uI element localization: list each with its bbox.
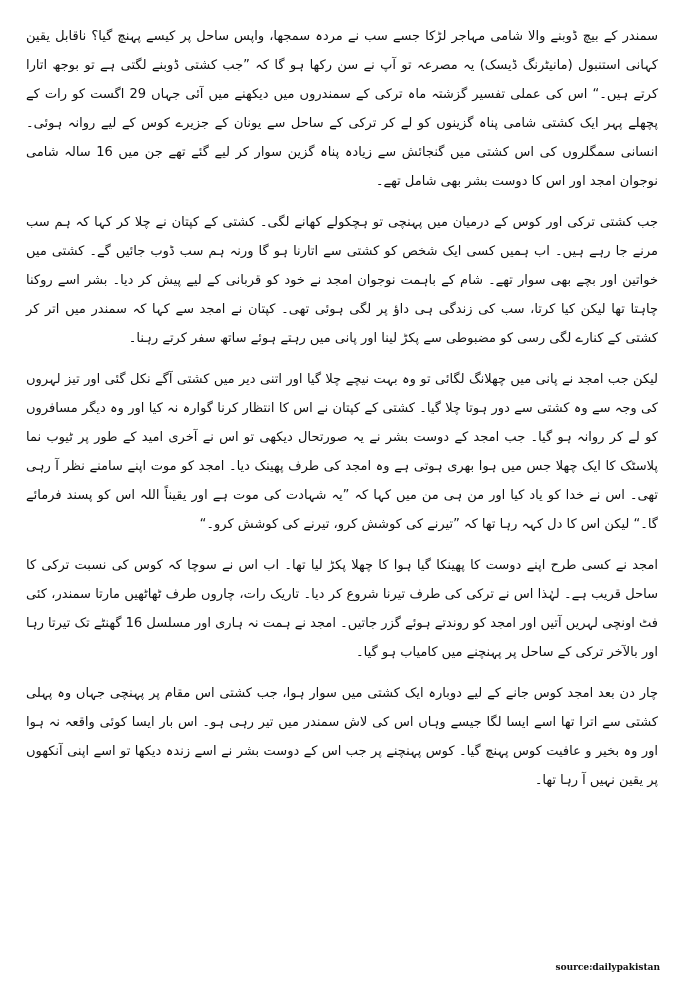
article-paragraph-2: جب کشتی ترکی اور کوس کے درمیان میں پہنچی تو ہچکولے کھانے لگی۔ کشتی کے کپتان نے چلا کر کہا کہ ہم سب مرنے جا رہے ہیں۔ اب ہمیں کسی ایک شخص کو کشتی سے اتارنا ہو گا ورنہ ہم سب ڈوب جائیں گے۔ کشتی میں خواتین اور بچے بھی سوار تھے۔ شام کے باہمت نوجوان امجد نے خود کو قربانی کے لیے پیش کر دیا۔ بشر اسے روکنا چاہتا تھا لیکن کیا کرتا، سب کی زندگی ہی داؤ پر لگی ہوئی تھی۔ کپتان نے امجد سے کہا کہ سمندر میں اتر کر کشتی کے کنارے لگی رسی کو مضبوطی سے پکڑ لینا اور پانی میں رہتے ہوئے ساتھ سفر کرتے رہنا۔ — [26, 215, 658, 346]
article-paragraph-1: سمندر کے بیچ ڈوبنے والا شامی مہاجر لڑکا جسے سب نے مردہ سمجھا، واپس ساحل پر کیسے پہنچ گیا؟ ناقابل یقین کہانی استنبول (مانیٹرنگ ڈیسک) یہ مصرعہ تو آپ نے سن رکھا ہو گا کہ ”جب کشتی ڈوبنے لگتی ہے تو بوجھ اتارا کرتے ہیں۔“ اس کی عملی تفسیر گزشتہ ماہ ترکی کے سمندروں میں دیکھنے میں آئی جہاں 29 اگست کو رات کے پچھلے پہر ایک کشتی شامی پناہ گزینوں کو لے کر ترکی کے ساحل سے یونان کے جزیرے کوس کے لیے روانہ ہوئی۔ انسانی سمگلروں کی اس کشتی میں گنجائش سے زیادہ پناہ گزین سوار کر لیے گئے تھے جن میں 16 سالہ شامی نوجوان امجد اور اس کا دوست بشر بھی شامل تھے۔ — [26, 29, 659, 189]
article-paragraph-3: لیکن جب امجد نے پانی میں چھلانگ لگائی تو وہ بہت نیچے چلا گیا اور اتنی دیر میں کشتی آگے نکل گئی اور تیز لہروں کی وجہ سے وہ کشتی سے دور ہوتا چلا گیا۔ کشتی کے کپتان نے اس کا انتظار کرنا گوارہ نہ کیا اور وہ دیگر مسافروں کو لے کر روانہ ہو گیا۔ جب امجد کے دوست بشر نے یہ صورتحال دیکھی تو اس نے آخری امید کے طور پر ٹیوب نما پلاسٹک کا ایک چھلا جس میں ہوا بھری ہوتی ہے وہ امجد کی طرف پھینک دیا۔ امجد کو موت اپنے سامنے نظر آ رہی تھی۔ اس نے خدا کو یاد کیا اور من ہی من میں کہا کہ ”یہ شہادت کی موت ہے اور یقیناً اللہ اس کو پسند فرمائے گا۔“ لیکن اس کا دل کہہ رہا تھا کہ ”تیرنے کی کوشش کرو، تیرنے کی کوشش کرو۔“ — [26, 372, 658, 532]
article-paragraph-5: چار دن بعد امجد کوس جانے کے لیے دوبارہ ایک کشتی میں سوار ہوا، جب کشتی اس مقام پر پہنچی جہاں وہ پہلی کشتی سے اترا تھا اسے ایسا لگا جیسے وہاں اس کی لاش سمندر میں تیر رہی ہو۔ اس بار ایسا کوئی واقعہ نہ ہوا اور وہ بخیر و عافیت کوس پہنچ گیا۔ کوس پہنچنے پر جب اس کے دوست بشر نے اسے زندہ دیکھا تو اسے اپنی آنکھوں پر یقین نہیں آ رہا تھا۔ — [26, 686, 658, 788]
source-credit: source:dailypakistan — [555, 963, 660, 973]
article-paragraph-4: امجد نے کسی طرح اپنے دوست کا پھینکا گیا ہوا کا چھلا پکڑ لیا تھا۔ اب اس نے سوچا کہ کوس کی نسبت ترکی کا ساحل قریب ہے۔ لہٰذا اس نے ترکی کی طرف تیرنا شروع کر دیا۔ تاریک رات، چاروں طرف ٹھاٹھیں مارتا سمندر، کئی فٹ اونچی لہریں آتیں اور امجد کو روندتے ہوئے گزر جاتیں۔ امجد نے ہمت نہ ہاری اور مسلسل 16 گھنٹے تک تیرتا رہا اور بالآخر ترکی کے ساحل پر پہنچنے میں کامیاب ہو گیا۔ — [26, 558, 658, 660]
